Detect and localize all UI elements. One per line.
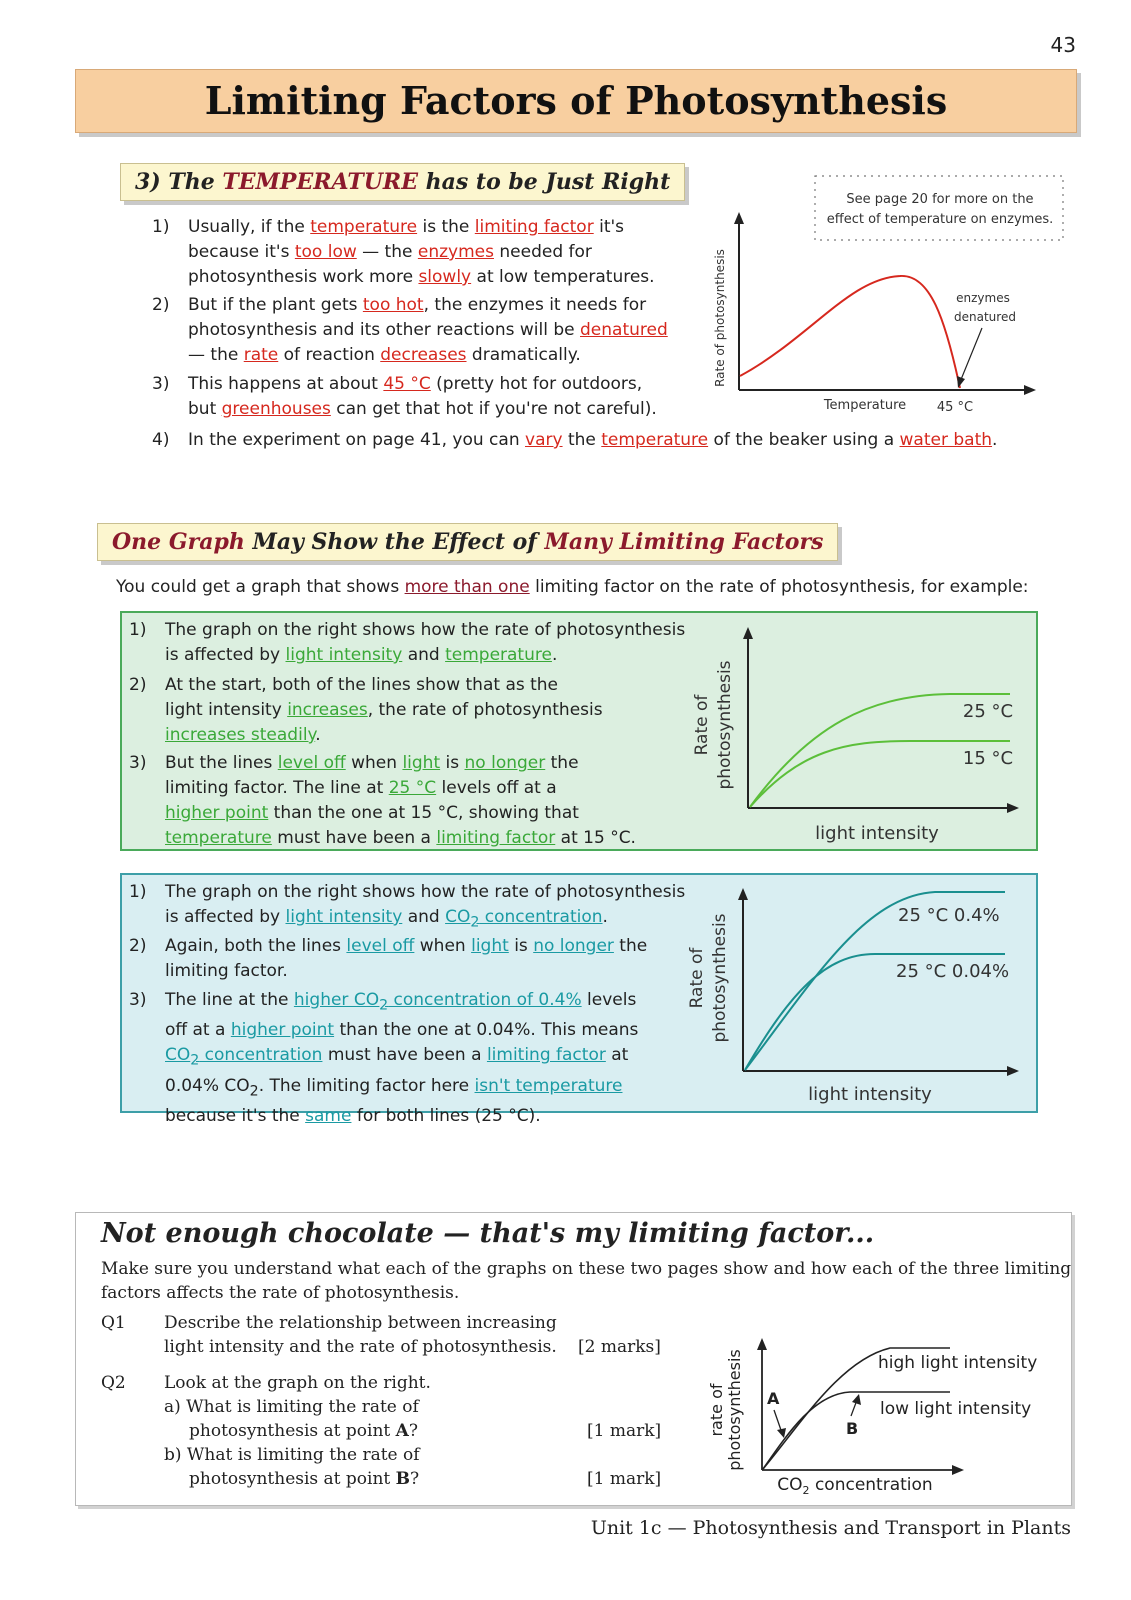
annotation-denatured: denatured	[954, 310, 1016, 324]
annotation-arrow	[960, 328, 982, 382]
summary-heading: Not enough chocolate — that's my limiting factor...	[101, 1218, 875, 1249]
summary-intro: Make sure you understand what each of the graphs on these two pages show and how each of the three limiting factors affects the rate of photosynthesis.	[101, 1259, 1072, 1303]
y-axis-label: Rate of	[687, 947, 707, 1009]
label-25c-0-04: 25 °C 0.04%	[896, 961, 1010, 982]
box1-point-3: 3) But the lines level off when light is no longer the limiting factor. The line at 25 °C levels off at a higher point than the one at 15 °C, showing that temperature must have been a limiting factor at 15 °C.	[129, 753, 636, 848]
title-banner	[75, 69, 1077, 133]
x-axis-label: $CO_2$ concentration	[777, 1475, 933, 1497]
page-number: 43	[1050, 33, 1076, 57]
label-15c: 15 °C	[962, 748, 1014, 769]
label-high-light: high light intensity	[878, 1353, 1038, 1373]
light-temperature-graph	[680, 615, 1030, 847]
section-temperature-heading: 3) The TEMPERATURE has to be Just Right	[120, 163, 685, 201]
box2-point-2: 2) Again, both the lines level off when light is no longer the limiting factor.	[129, 936, 648, 981]
y-axis-label-2: photosynthesis	[725, 1349, 744, 1471]
section-many-factors-intro: You could get a graph that shows more than one limiting factor on the rate of photosynthesis, for example:	[116, 577, 1029, 597]
point-b-label: B	[846, 1419, 859, 1438]
x-axis-label: light intensity	[815, 823, 939, 844]
y-axis-label: rate of	[707, 1383, 726, 1437]
y-axis-label: Rate of	[692, 694, 712, 756]
box1-point-1: 1) The graph on the right shows how the rate of photosynthesis is affected by light intensity and temperature.	[129, 620, 686, 665]
section-many-factors-heading: One Graph May Show the Effect of Many Limiting Factors	[97, 523, 838, 561]
x-axis-label: Temperature	[823, 398, 907, 413]
svg-text:effect of temperature on enzym: effect of temperature on enzymes.	[826, 212, 1054, 227]
page-title: Limiting Factors of Photosynthesis	[204, 78, 948, 123]
point-b-arrow	[852, 1394, 861, 1405]
y-axis-label-2: photosynthesis	[715, 660, 735, 790]
question-1: Q1 Describe the relationship between increasing light intensity and the rate of photosynthesis. [2 marks]	[101, 1313, 661, 1357]
light-co2-graph	[675, 878, 1030, 1108]
svg-text:See page 20 for more on the: See page 20 for more on the	[846, 192, 1034, 207]
question-2: Q2 Look at the graph on the right. a) What is limiting the rate of photosynthesis at point A? [1 mark] b) What is limiting the rate of photosynthesis at point B? [1 mark]	[101, 1373, 662, 1489]
box1-point-2: 2) At the start, both of the lines show that as the light intensity increases, the rate of photosynthesis increases steadily.	[129, 675, 603, 745]
temperature-graph	[700, 168, 1070, 428]
box2-point-3: 3) The line at the higher $CO_2$ concentration of 0.4% levels off at a higher point than the one at 0.04%. This means $CO_2$ concentration must have been a limiting factor at 0.04% $CO_2$. The limiting factor here isn't temperature because it's the same for both lines (25 °C).	[129, 990, 639, 1127]
temperature-point-2: 2) But if the plant gets too hot, the enzymes it needs for photosynthesis and its other reactions will be denatured — the rate of reaction decreases dramatically.	[152, 295, 668, 365]
x-tick-45: 45 °C	[936, 400, 974, 415]
co2-light-graph	[690, 1330, 1060, 1500]
label-25c: 25 °C	[962, 701, 1014, 722]
point-a-label: A	[767, 1389, 780, 1408]
label-low-light: low light intensity	[880, 1399, 1032, 1419]
box2-point-1: 1) The graph on the right shows how the rate of photosynthesis is affected by light intensity and $CO_2$ concentration.	[129, 882, 686, 931]
y-axis-label-2: photosynthesis	[710, 913, 730, 1043]
annotation-enzymes: enzymes	[956, 291, 1010, 305]
temperature-point-4: 4) In the experiment on page 41, you can vary the temperature of the beaker using a water bath.	[152, 430, 998, 450]
temperature-point-3: 3) This happens at about 45 °C (pretty hot for outdoors, but greenhouses can get that hot if you're not careful).	[152, 374, 657, 419]
enzyme-note	[815, 176, 1063, 240]
footer-unit: Unit 1c — Photosynthesis and Transport in Plants	[590, 1517, 1071, 1539]
point-a-arrow	[777, 1428, 786, 1438]
temperature-point-1: 1) Usually, if the temperature is the limiting factor it's because it's too low — the enzymes needed for photosynthesis work more slowly at low temperatures.	[152, 217, 655, 287]
rate-curve	[740, 276, 960, 388]
label-25c-0-4: 25 °C 0.4%	[898, 905, 1000, 926]
y-axis-label: Rate of photosynthesis	[713, 249, 727, 387]
x-axis-label: light intensity	[808, 1084, 932, 1105]
